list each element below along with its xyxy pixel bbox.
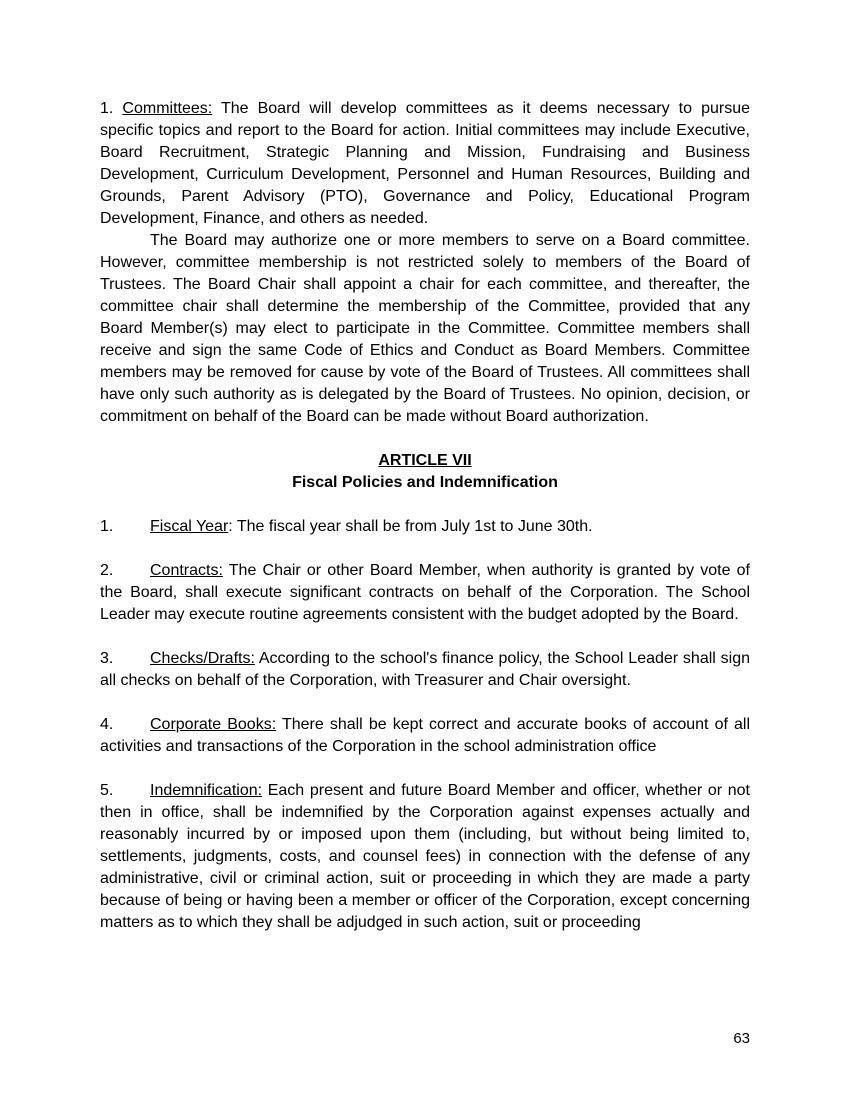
article-title: ARTICLE VII <box>378 452 472 469</box>
section-number: 3. <box>100 650 114 667</box>
section-contracts <box>100 560 750 626</box>
section-corporate-books <box>100 714 750 758</box>
spacer <box>100 428 750 450</box>
section-label: Contracts: <box>150 562 223 579</box>
section-label: Fiscal Year <box>150 518 229 535</box>
section-label: Checks/Drafts: <box>150 650 255 667</box>
section-number: 5. <box>100 782 114 799</box>
committees-paragraph: 1. Committees: The Board will develop committees as it deems necessary to pursue specific topics and report to the Board for action. Initial committees may include Executive, Board Recruitment, Strategic Planning and Mission, Fundraising and Business Development, Curriculum Development, Personnel and Human Resources, Building and Grounds, Parent Advisory (PTO), Governance and Policy, Educational Program Development, Finance, and others as needed. <box>100 100 750 227</box>
section-label: Indemnification: <box>150 782 263 799</box>
committees-text: The Board will develop committees as it deems necessary to pursue specific topics and report to the Board for action. Initial committees may include Executive, Board Recruitment, Strategic Planning and Mission, Fundraising and Business Development, Curriculum Development, Personnel and Human Resources, Building and Grounds, Parent Advisory (PTO), Governance and Policy, Educational Program Development, Finance, and others as needed. <box>100 100 750 227</box>
section-text: There shall be kept correct and accurate books of account of all activities and transactions of the Corporation in the school administration office <box>100 716 751 755</box>
section-number: 1. <box>100 518 114 535</box>
section-text: Each present and future Board Member and officer, whether or not then in office, shall be indemnified by the Corporation against expenses actually and reasonably incurred by or imposed upon them (including, but without being limited to, settlements, judgments, costs, and counsel fees) in connection with the defense of any administrative, civil or criminal action, suit or proceeding in which they are made a party because of being or having been a member or officer of the Corporation, except concerning matters as to which they shall be adjudged in such action, suit or proceeding <box>100 782 750 931</box>
spacer <box>100 538 750 560</box>
section-number: 2. <box>100 562 114 579</box>
section-label: Corporate Books: <box>150 716 277 733</box>
section-fiscal-year <box>100 516 750 538</box>
committees-label: Committees: <box>122 100 213 117</box>
article-subtitle: Fiscal Policies and Indemnification <box>292 474 558 491</box>
page-number: 63 <box>733 1030 750 1047</box>
spacer <box>100 758 750 780</box>
spacer <box>100 626 750 648</box>
section-number: 4. <box>100 716 114 733</box>
section-text: The Chair or other Board Member, when authority is granted by vote of the Board, shall execute significant contracts on behalf of the Corporation. The School Leader may execute routine agreements consistent with the budget adopted by the Board. <box>100 562 750 623</box>
document-page <box>100 98 750 934</box>
spacer <box>100 494 750 516</box>
section-text: According to the school's finance policy, the School Leader shall sign all checks on behalf of the Corporation, with Treasurer and Chair oversight. <box>100 650 750 689</box>
section-indemnification <box>100 780 750 934</box>
committees-membership-paragraph: The Board may authorize one or more members to serve on a Board committee. However, committee membership is not restricted solely to members of the Board of Trustees. The Board Chair shall appoint a chair for each committee, and thereafter, the committee chair shall determine the membership of the Committee, provided that any Board Member(s) may elect to participate in the Committee. Committee members shall receive and sign the same Code of Ethics and Conduct as Board Members. Committee members may be removed for cause by vote of the Board of Trustees. All committees shall have only such authority as is delegated by the Board of Trustees. No opinion, decision, or commitment on behalf of the Board can be made without Board authorization. <box>100 232 750 425</box>
section-checks-drafts <box>100 648 750 692</box>
section-text: : The fiscal year shall be from July 1st to June 30th. <box>228 518 593 535</box>
spacer <box>100 692 750 714</box>
